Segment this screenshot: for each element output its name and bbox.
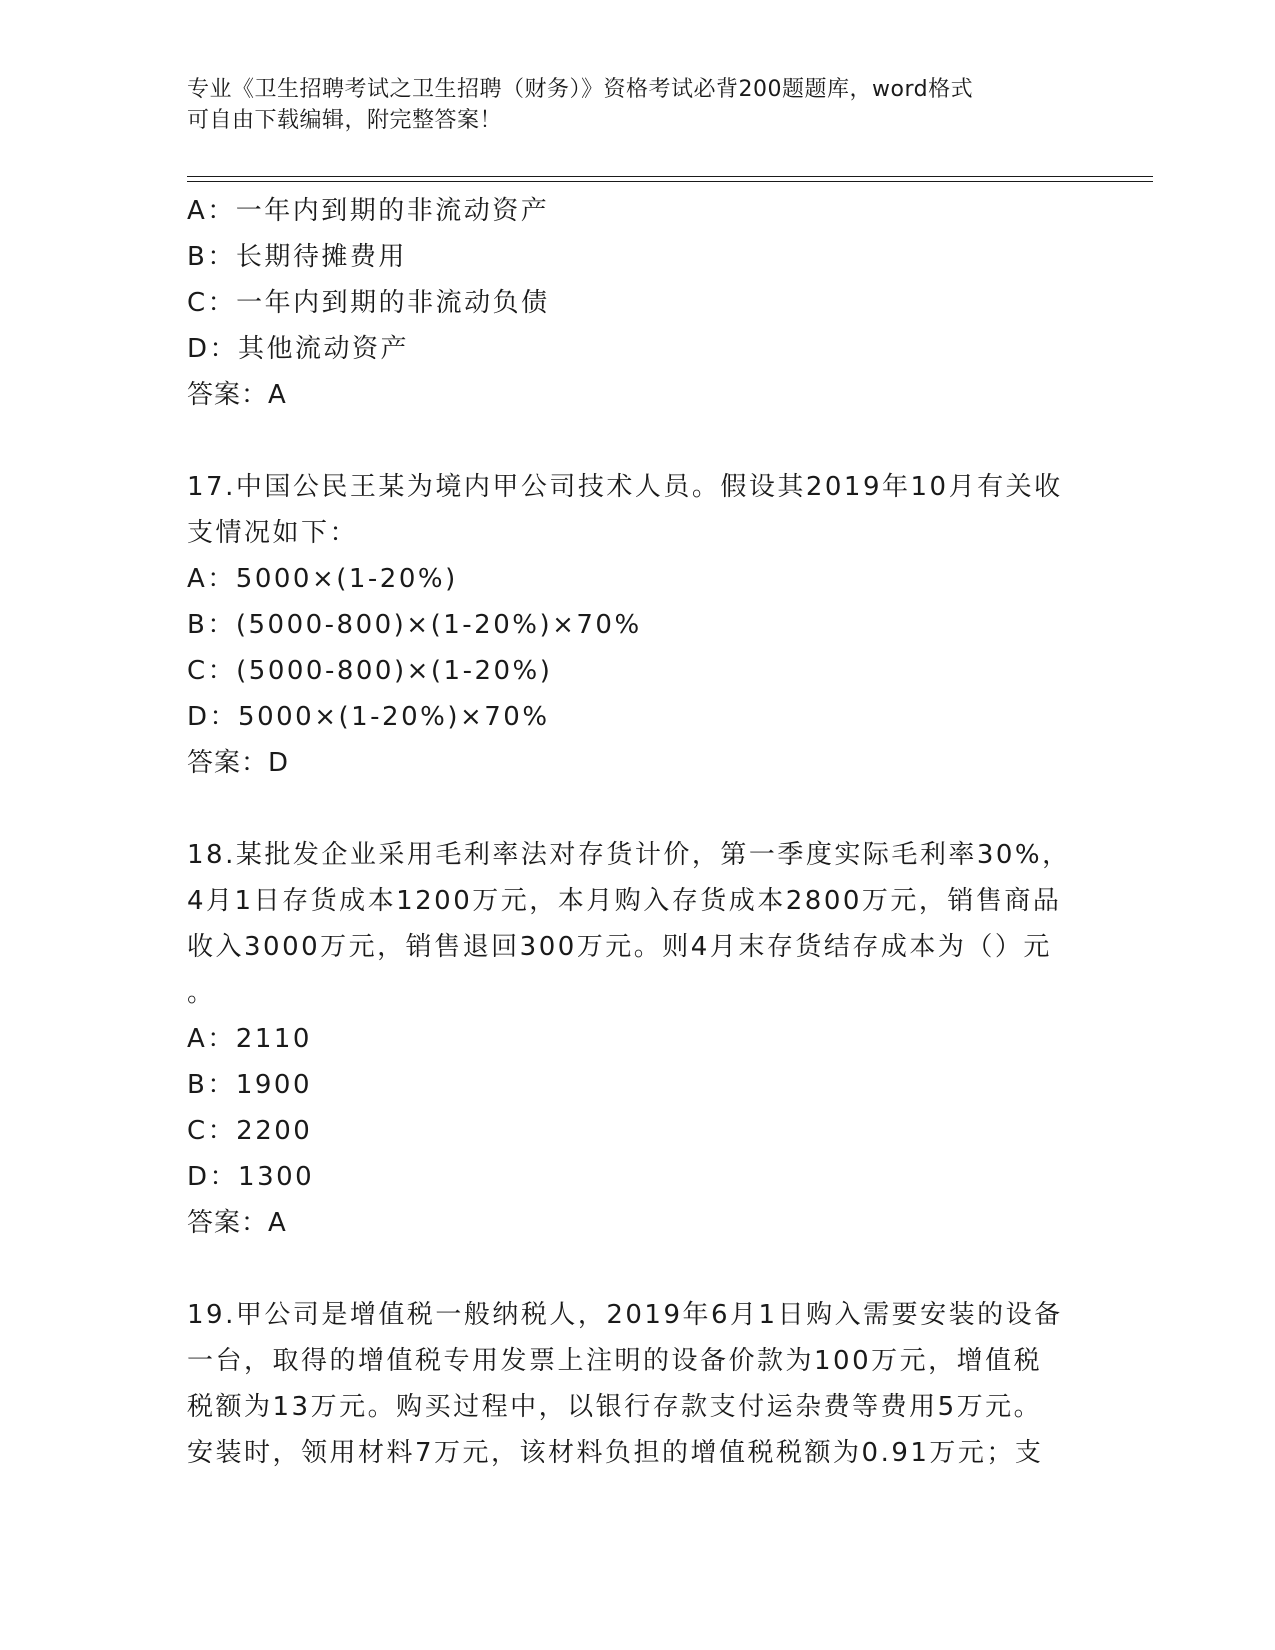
header-line-2: 可自由下载编辑，附完整答案！ bbox=[187, 108, 503, 133]
option-d: D：1300 bbox=[187, 1162, 315, 1192]
option-b: B：(5000-800)×(1-20%)×70% bbox=[187, 610, 642, 640]
question-content bbox=[187, 188, 1087, 1476]
option-c: C：2200 bbox=[187, 1116, 313, 1146]
option-c: C：一年内到期的非流动负债 bbox=[187, 288, 550, 318]
spacer bbox=[187, 786, 1087, 832]
answer: 答案：D bbox=[187, 748, 290, 778]
question-stem-line: 18.某批发企业采用毛利率法对存货计价，第一季度实际毛利率30%， bbox=[187, 840, 1071, 870]
question-stem-line: 。 bbox=[187, 978, 216, 1008]
question-stem-line: 税额为13万元。购买过程中，以银行存款支付运杂费等费用5万元。 bbox=[187, 1392, 1043, 1422]
spacer bbox=[187, 1246, 1087, 1292]
answer: 答案：A bbox=[187, 1208, 287, 1238]
option-d: D：5000×(1-20%)×70% bbox=[187, 702, 550, 732]
question-stem-line: 收入3000万元，销售退回300万元。则4月末存货结存成本为（）元 bbox=[187, 932, 1052, 962]
spacer bbox=[187, 418, 1087, 464]
header-rule-top bbox=[187, 176, 1153, 177]
option-a: A：5000×(1-20%) bbox=[187, 564, 458, 594]
question-stem-line: 19.甲公司是增值税一般纳税人，2019年6月1日购入需要安装的设备 bbox=[187, 1300, 1063, 1330]
option-b: B：长期待摊费用 bbox=[187, 242, 407, 272]
header-line-1: 专业《卫生招聘考试之卫生招聘（财务）》资格考试必背200题题库，word格式 bbox=[187, 77, 974, 102]
option-d: D：其他流动资产 bbox=[187, 334, 410, 364]
question-stem-line: 安装时，领用材料7万元，该材料负担的增值税税额为0.91万元；支 bbox=[187, 1438, 1044, 1468]
header-rule-bottom bbox=[187, 181, 1153, 182]
question-stem-line: 17.中国公民王某为境内甲公司技术人员。假设其2019年10月有关收 bbox=[187, 472, 1063, 502]
option-a: A：2110 bbox=[187, 1024, 312, 1054]
question-stem-line: 一台，取得的增值税专用发票上注明的设备价款为100万元，增值税 bbox=[187, 1346, 1043, 1376]
option-b: B：1900 bbox=[187, 1070, 313, 1100]
document-header bbox=[187, 74, 1087, 136]
answer: 答案：A bbox=[187, 380, 287, 410]
question-18 bbox=[187, 832, 1087, 1246]
option-c: C：(5000-800)×(1-20%) bbox=[187, 656, 553, 686]
question-stem-line: 支情况如下： bbox=[187, 518, 359, 548]
option-a: A：一年内到期的非流动资产 bbox=[187, 196, 550, 226]
question-16 bbox=[187, 188, 1087, 418]
question-19 bbox=[187, 1292, 1087, 1476]
question-17 bbox=[187, 464, 1087, 786]
question-stem-line: 4月1日存货成本1200万元，本月购入存货成本2800万元，销售商品 bbox=[187, 886, 1062, 916]
